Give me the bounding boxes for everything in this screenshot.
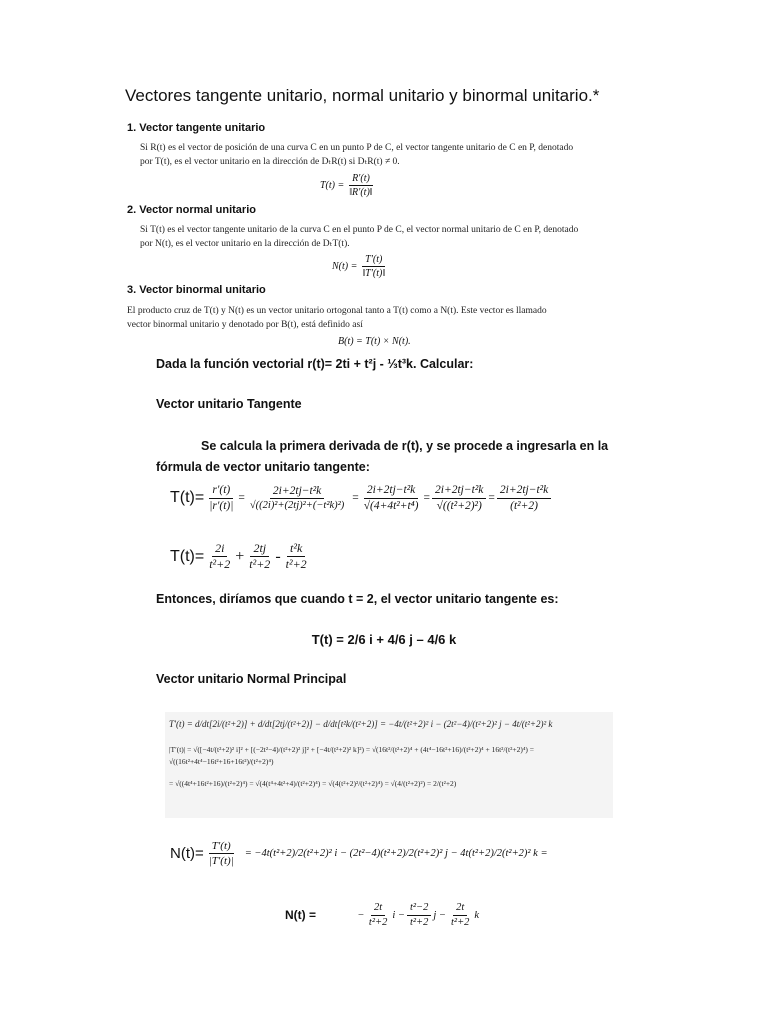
denominator: t²+2	[285, 557, 307, 572]
fraction-expanded-norm	[247, 485, 347, 512]
normal-derivation-block	[165, 712, 613, 818]
denominator: t²+2	[451, 916, 470, 928]
section-1-text	[140, 141, 650, 169]
fraction-i-term	[366, 902, 390, 928]
numerator: 2i+2tj−t²k	[432, 484, 486, 499]
norm-line: |T′(t)| = √([−4t/(t²+2)² i]² + [(−2t²−4)/(t²+2)² j]² + [−4t/(t²+2)² k]²) = √(16t²/(t²+2)⁴ + (4t⁴−16t²+16)/(t²+2)⁴ + 16t²/(t²+2)⁴) = √((16t²+4t⁴−16t²+16+16t²)/(t²+2)⁴)	[169, 745, 535, 766]
section-1-text-line2: por T(t), es el vector unitario en la dirección de DₜR(t) si DₜR(t) ≠ 0.	[140, 157, 400, 167]
tangent-paragraph-line2: fórmula de vector unitario tangente:	[156, 460, 370, 474]
derivative-line: T′(t) = d/dt[2i/(t²+2)] + d/dt[2tj/(t²+2)] − d/dt[t²k/(t²+2)] = −4t/(t²+2)² i − (2t²−4)/(t²+2)² j − 4t/(t²+2)² k	[169, 719, 553, 729]
tangent-heading: Vector unitario Tangente	[156, 397, 302, 411]
section-3-heading: 3. Vector binormal unitario	[127, 284, 266, 296]
formula-fraction	[359, 254, 388, 279]
normal-result: N(t) = − $\frac{2t}{\text{t²+2}}$ i − $\frac{\text{t²−2}}{\text{t²+2}}$ j − $\frac{2t}{\text{t²+2}}$ k	[285, 902, 480, 928]
fraction-r-prime	[206, 484, 236, 512]
denominator: t²+2	[249, 557, 271, 572]
section-2-text-line1: Si T(t) es el vector tangente unitario de la curva C en el punto P de C, el vector normal unitario de C en P, denotado	[140, 225, 579, 235]
section-3-text-line2: vector binormal unitario y denotado por B(t), está definido así	[127, 320, 363, 330]
section-1-heading: 1. Vector tangente unitario	[127, 122, 266, 134]
numerator: 2i+2tj−t²k	[497, 484, 551, 499]
page-title: Vectores tangente unitario, normal unitario y binormal unitario.*	[125, 86, 600, 105]
tangent-equation-2: T(t)= $\frac{2i}{\text{t²+2}}$ + $\frac{2tj}{\text{t²+2}}$ - $\frac{\text{t²k}}{\text{t²+2}}$	[170, 542, 312, 571]
fraction-k-term	[448, 902, 472, 928]
tangent-conclusion: Entonces, diríamos que cuando t = 2, el vector unitario tangente es:	[156, 592, 559, 606]
normal-equation	[170, 840, 548, 867]
denominator: √((t²+2)²)	[436, 499, 482, 512]
denominator: t²+2	[409, 916, 429, 928]
formula-numerator: T′(t)	[362, 254, 385, 267]
section-3-formula: B(t) = T(t) × N(t).	[338, 336, 411, 347]
section-1-formula	[320, 173, 378, 198]
denominator: √((2i)²+(2tj)²+(−t²k)²)	[249, 500, 345, 512]
numerator: 2i+2tj−t²k	[270, 485, 324, 500]
section-2-text	[140, 223, 650, 251]
numerator: 2i	[212, 542, 227, 557]
equation-lhs: T(t)=	[170, 489, 205, 507]
fraction-k-term	[283, 542, 310, 571]
numerator: 2t	[371, 902, 385, 916]
tangent-paragraph	[156, 436, 661, 478]
tangent-paragraph-line1: Se calcula la primera derivada de r(t), y se procede a ingresarla en la	[201, 439, 609, 453]
problem-statement: Dada la función vectorial r(t)= 2ti + t²j - ⅓t³k. Calcular:	[156, 357, 474, 371]
normal-heading: Vector unitario Normal Principal	[156, 672, 347, 686]
denominator: t²+2	[368, 916, 388, 928]
denominator: t²+2	[209, 557, 231, 572]
formula-denominator: ‖T′(t)‖	[362, 268, 386, 279]
norm-simplified-line: = √((4t⁴+16t²+16)/(t²+2)⁴) = √(4(t⁴+4t²+4)/(t²+2)⁴) = √(4(t²+2)²/(t²+2)⁴) = √(4/(t²+2)²) = 2/(t²+2)	[169, 779, 457, 788]
fraction-simplified	[497, 484, 551, 512]
fraction-polynomial	[361, 484, 422, 512]
result-lhs: N(t) =	[285, 908, 316, 923]
tangent-result: T(t) = 2/6 i + 4/6 j – 4/6 k	[311, 632, 457, 647]
section-2-formula	[332, 254, 390, 279]
numerator: t²k	[287, 542, 305, 557]
normal-expanded-rhs: = −4t(t²+2)/2(t²+2)² i − (2t²−4)(t²+2)/2(t²+2)² j − 4t(t²+2)/2(t²+2)² k =	[244, 848, 548, 860]
fraction-i-term	[206, 542, 233, 571]
formula-lhs: N(t) =	[332, 261, 358, 272]
numerator: 2t	[453, 902, 467, 916]
numerator: t²−2	[407, 902, 431, 916]
fraction-t-prime	[206, 840, 237, 867]
section-2-text-line2: por N(t), es el vector unitario en la dirección de DₜT(t).	[140, 239, 350, 249]
denominator: |r′(t)|	[209, 499, 234, 512]
fraction-square	[432, 484, 486, 512]
denominator: √(4+4t²+t⁴)	[363, 499, 419, 512]
section-3-text-line1: El producto cruz de T(t) y N(t) es un vector unitario ortogonal tanto a T(t) como a N(t). Este vector es llamado	[127, 306, 547, 316]
section-1-text-line1: Si R(t) es el vector de posición de una curva C en un punto P de C, el vector tangente unitario de C en P, denotado	[140, 143, 574, 153]
equation-lhs: T(t)=	[170, 547, 205, 565]
formula-denominator: ‖R′(t)‖	[349, 187, 373, 198]
numerator: T′(t)	[209, 840, 234, 854]
numerator: 2tj	[250, 542, 269, 557]
fraction-j-term	[246, 542, 273, 571]
section-2-heading: 2. Vector normal unitario	[127, 204, 256, 216]
tangent-equation-1: T(t)= $\frac{r'(t)}{|r'(t)|}$ = $\frac{\text{2i+2tj−t²k}}{\text{√((2i)²+(2tj)²+(−t²k)²)}}$ = $\frac{\text{2i+2tj−t²k}}{\text{√(4+4t²+t⁴)}}$ = $\frac{\text{2i+2tj−t²k}}{\text{√((t²+2)²)}}$ = $\frac{\text{2i+2tj−t²k}}{\text{(t²+2)}}$	[170, 484, 553, 512]
numerator: r′(t)	[209, 484, 233, 499]
fraction-j-term	[407, 902, 431, 928]
numerator: 2i+2tj−t²k	[364, 484, 418, 499]
denominator: |T′(t)|	[208, 855, 234, 868]
section-3-text	[127, 304, 647, 332]
equation-lhs: N(t)=	[170, 845, 204, 863]
formula-lhs: T(t) =	[320, 180, 345, 191]
formula-numerator: R′(t)	[349, 173, 373, 186]
formula-fraction	[346, 173, 375, 198]
denominator: (t²+2)	[510, 499, 538, 512]
